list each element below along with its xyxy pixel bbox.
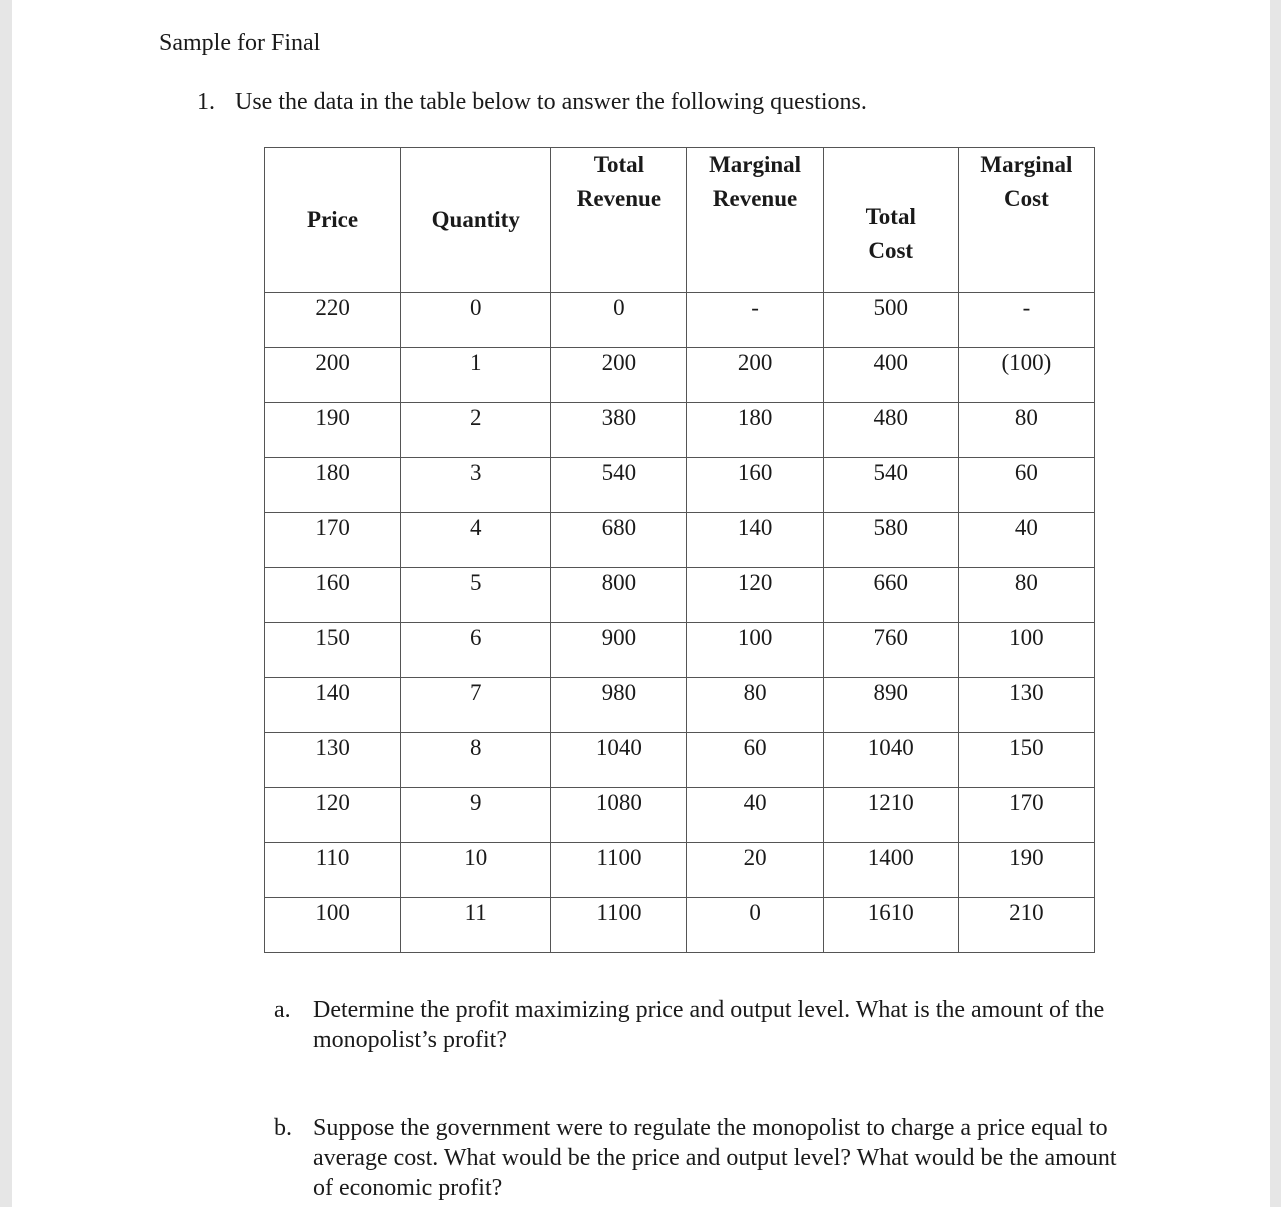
cell-total-cost: 1040 [823,733,958,788]
cell-marginal-revenue: 20 [687,843,823,898]
cell-total-revenue: 900 [551,623,687,678]
cell-total-revenue: 200 [551,348,687,403]
cell-quantity: 11 [401,898,551,953]
cell-marginal-cost: 170 [958,788,1094,843]
subquestion-text: Suppose the government were to regulate the monopolist to charge a price equal to average cost. What would be the price and output level? What would be the amount of economic profit? [313,1115,1117,1201]
table-row [265,513,1095,568]
cell-marginal-revenue: 180 [687,403,823,458]
cell-price: 160 [265,568,401,623]
cell-quantity: 7 [401,678,551,733]
question-number: 1. [197,89,215,115]
cell-total-cost: 500 [823,293,958,348]
cell-price: 110 [265,843,401,898]
cell-quantity: 9 [401,788,551,843]
cell-quantity: 2 [401,403,551,458]
cell-total-revenue: 1040 [551,733,687,788]
cell-marginal-cost: 190 [958,843,1094,898]
data-table [264,147,1095,953]
cell-total-revenue: 680 [551,513,687,568]
cell-quantity: 8 [401,733,551,788]
cell-price: 180 [265,458,401,513]
subquestion-letter: a. [274,997,291,1023]
cell-marginal-revenue: 40 [687,788,823,843]
cell-total-cost: 1400 [823,843,958,898]
cell-marginal-cost: (100) [958,348,1094,403]
cell-marginal-cost: 40 [958,513,1094,568]
subquestion-text: Determine the profit maximizing price and output level. What is the amount of the monopolist’s profit? [313,997,1105,1053]
document-page [12,0,1270,1207]
cell-total-cost: 660 [823,568,958,623]
table-row [265,898,1095,953]
cell-total-cost: 1610 [823,898,958,953]
cell-marginal-cost: - [958,293,1094,348]
header-row [265,148,1095,293]
cell-marginal-cost: 80 [958,568,1094,623]
cell-marginal-cost: 130 [958,678,1094,733]
table-row [265,458,1095,513]
cell-total-revenue: 1100 [551,898,687,953]
cell-quantity: 0 [401,293,551,348]
cell-price: 140 [265,678,401,733]
cell-total-cost: 890 [823,678,958,733]
cell-marginal-cost: 60 [958,458,1094,513]
cell-marginal-revenue: 160 [687,458,823,513]
cell-marginal-revenue: 120 [687,568,823,623]
table-row [265,568,1095,623]
cell-price: 150 [265,623,401,678]
cell-total-revenue: 800 [551,568,687,623]
cell-total-cost: 760 [823,623,958,678]
cell-quantity: 5 [401,568,551,623]
table-row [265,678,1095,733]
cell-marginal-revenue: 60 [687,733,823,788]
question-text: Use the data in the table below to answer the following questions. [235,89,867,115]
header-marginal-cost: Marginal Cost [958,148,1094,293]
cell-price: 120 [265,788,401,843]
cell-quantity: 4 [401,513,551,568]
table-body [265,293,1095,953]
cell-price: 130 [265,733,401,788]
cell-total-cost: 480 [823,403,958,458]
cell-marginal-revenue: 80 [687,678,823,733]
question-1 [197,89,867,116]
table-row [265,733,1095,788]
subquestion-letter: b. [274,1115,292,1141]
table-row [265,348,1095,403]
cell-total-revenue: 540 [551,458,687,513]
document-title: Sample for Final [159,30,321,56]
table-row [265,788,1095,843]
cell-marginal-revenue: 200 [687,348,823,403]
cell-price: 200 [265,348,401,403]
table-row [265,623,1095,678]
header-quantity: Quantity [401,148,551,293]
cell-price: 190 [265,403,401,458]
cell-total-cost: 540 [823,458,958,513]
cell-price: 220 [265,293,401,348]
cell-price: 100 [265,898,401,953]
cell-marginal-cost: 210 [958,898,1094,953]
cell-total-revenue: 980 [551,678,687,733]
cell-total-revenue: 0 [551,293,687,348]
header-marginal-revenue: Marginal Revenue [687,148,823,293]
header-total-cost: Total Cost [823,148,958,293]
cell-price: 170 [265,513,401,568]
cell-marginal-revenue: - [687,293,823,348]
cell-marginal-cost: 100 [958,623,1094,678]
header-price: Price [265,148,401,293]
cell-total-cost: 1210 [823,788,958,843]
cell-quantity: 1 [401,348,551,403]
cell-quantity: 10 [401,843,551,898]
table-row [265,403,1095,458]
header-total-revenue: Total Revenue [551,148,687,293]
cell-marginal-cost: 80 [958,403,1094,458]
cell-marginal-revenue: 100 [687,623,823,678]
cell-total-cost: 580 [823,513,958,568]
cell-marginal-revenue: 0 [687,898,823,953]
cell-marginal-cost: 150 [958,733,1094,788]
table-row [265,293,1095,348]
cell-total-cost: 400 [823,348,958,403]
cell-total-revenue: 1080 [551,788,687,843]
cell-total-revenue: 380 [551,403,687,458]
cell-quantity: 3 [401,458,551,513]
cell-marginal-revenue: 140 [687,513,823,568]
cell-quantity: 6 [401,623,551,678]
table-row [265,843,1095,898]
cell-total-revenue: 1100 [551,843,687,898]
